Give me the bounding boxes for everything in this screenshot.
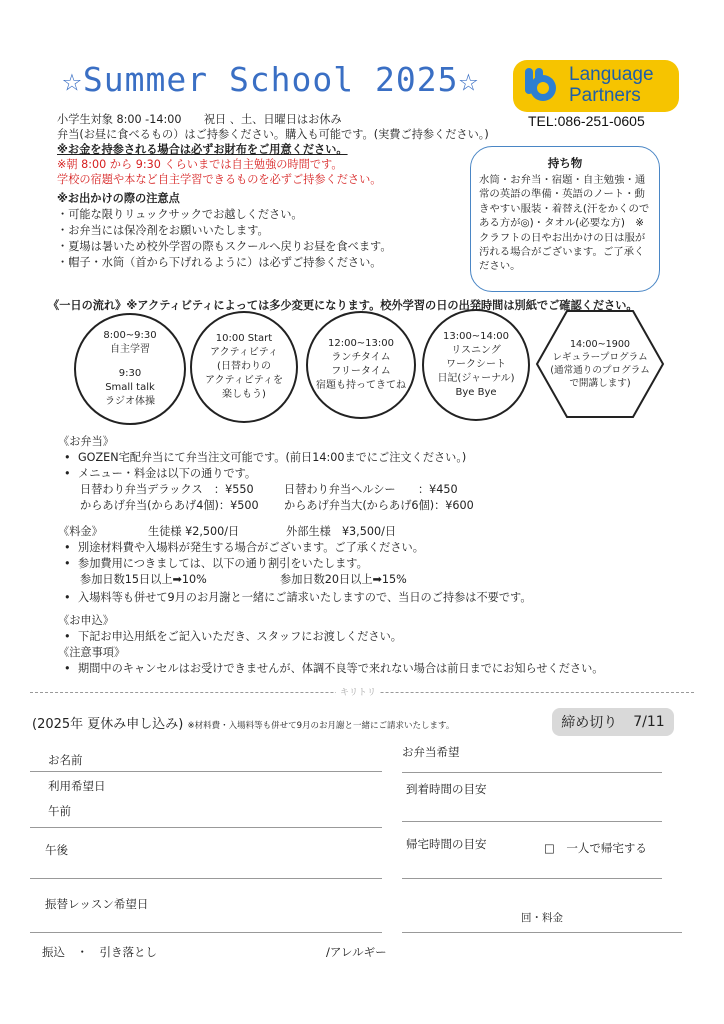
divider bbox=[402, 821, 662, 822]
node-text: 宿題も持ってきてね bbox=[316, 380, 406, 391]
node-text: Bye Bye bbox=[455, 387, 497, 398]
flow-node-3 bbox=[306, 311, 416, 419]
fee-student: 生徒様 ¥2,500/日 bbox=[148, 525, 240, 538]
node-text: ラジオ体操 bbox=[105, 396, 155, 407]
intro-line-10: ・帽子・水筒（首から下げれるように）は必ずご持参ください。 bbox=[57, 256, 382, 269]
count-fee-label: 回・料金 bbox=[521, 912, 563, 924]
flow-node-4 bbox=[422, 309, 530, 421]
fee-external: 外部生様 ¥3,500/日 bbox=[286, 525, 397, 538]
node-text: ランチタイム bbox=[331, 352, 391, 363]
logo bbox=[513, 60, 679, 112]
arrival-label: 到着時間の目安 bbox=[406, 782, 487, 796]
form-title bbox=[32, 713, 454, 732]
node-text: で開講します) bbox=[569, 378, 631, 389]
belongings-title: 持ち物 bbox=[547, 156, 583, 170]
bento-heading: 《お弁当》 bbox=[58, 435, 114, 448]
apply-bullet: • 下記お申込用紙をご記入いただき、スタッフにお渡しください。 bbox=[78, 629, 402, 645]
cut-label: キリトリ bbox=[336, 685, 380, 698]
name-label: お名前 bbox=[48, 753, 83, 767]
return-time-label: 帰宅時間の目安 bbox=[406, 837, 487, 851]
node-text: 楽しもう) bbox=[222, 389, 266, 400]
flow-node-2 bbox=[190, 311, 298, 423]
node-text: 10:00 Start bbox=[215, 333, 273, 344]
belongings-body: 水筒・お弁当・宿題・自主勉強・通常の英語の準備・英語のノート・動きやすい服装・着替え(汗をかくのである方が◎)・タオル(必要な方) ※クラフトの日やお出かけの日は服が汚れる場合がございます。ご了承ください。 bbox=[479, 174, 650, 273]
makeup-lesson-label: 振替レッスン希望日 bbox=[45, 897, 149, 911]
intro-line-3: ※お金を持参される場合は必ずお財布をご用意ください。 bbox=[57, 143, 348, 156]
allergy-label: /アレルギー bbox=[326, 945, 387, 959]
intro-line-2: 弁当(お昼に食べるもの）はご持参ください。購入も可能です。(実費ご持参ください。) bbox=[57, 128, 489, 141]
node-text: アクティビティを bbox=[204, 375, 284, 386]
form-note: ※材料費・入場料等も併せて9月のお月謝と一緒にご請求いたします。 bbox=[187, 721, 455, 731]
node-text: 12:00~13:00 bbox=[327, 338, 394, 349]
form-title-text: (2025年 夏休み申し込み) bbox=[32, 717, 184, 732]
node-text: 9:30 bbox=[118, 368, 142, 379]
divider bbox=[402, 772, 662, 773]
node-text: フリータイム bbox=[331, 366, 391, 377]
divider bbox=[30, 771, 382, 772]
menu-item: からあげ弁当大(からあげ6個)：¥600 bbox=[284, 499, 474, 512]
flow-node-1 bbox=[74, 313, 186, 425]
logo-line1: Language bbox=[569, 64, 654, 85]
menu-item: 日替わり弁当デラックス ：¥550 bbox=[80, 483, 254, 496]
deadline-label: 締め切り bbox=[561, 715, 618, 731]
menu-item: からあげ弁当(からあげ4個)：¥500 bbox=[80, 499, 259, 512]
discount-1: 参加日数15日以上➡10% bbox=[80, 573, 207, 586]
menu-item: 日替わり弁当ヘルシー ：¥450 bbox=[284, 483, 458, 496]
deadline-badge bbox=[552, 708, 674, 736]
afternoon-label: 午後 bbox=[45, 843, 68, 857]
use-date-label: 利用希望日 bbox=[48, 779, 106, 793]
logo-mark-icon bbox=[521, 66, 561, 106]
page-title: ☆Summer School 2025☆ bbox=[62, 60, 480, 99]
intro-line-5: 学校の宿題や本など自主学習できるものを必ずご持参ください。 bbox=[57, 173, 382, 186]
node-text: (通常通りのプログラム bbox=[550, 365, 650, 376]
apply-heading: 《お申込》 bbox=[58, 614, 114, 627]
divider bbox=[30, 932, 382, 933]
node-text: 13:00~14:00 bbox=[442, 331, 509, 342]
node-text: アクティビティ bbox=[209, 347, 279, 358]
node-text: ワークシート bbox=[446, 359, 506, 370]
intro-line-6: ※お出かけの際の注意点 bbox=[57, 192, 180, 205]
node-text: レギュラープログラム bbox=[552, 352, 648, 363]
notes-bullet: • 期間中のキャンセルはお受けできませんが、体調不良等で来れない場合は前日までにお知らせください。 bbox=[78, 661, 603, 677]
logo-line2: Partners bbox=[569, 85, 641, 106]
bento-bullet-1: • GOZEN宅配弁当にて弁当注文可能です。(前日14:00までにご注文ください。) bbox=[78, 450, 466, 466]
notes-heading: 《注意事項》 bbox=[58, 646, 126, 659]
payment-method: 振込 ・ 引き落とし bbox=[42, 945, 157, 959]
intro-line-1: 小学生対象 8:00 -14:00 祝日 、土、日曜日はお休み bbox=[57, 113, 342, 126]
node-text: (日替わりの bbox=[217, 361, 271, 372]
phone-number: TEL:086-251-0605 bbox=[528, 113, 645, 129]
divider bbox=[402, 878, 662, 879]
discount-2: 参加日数20日以上➡15% bbox=[280, 573, 407, 586]
morning-label: 午前 bbox=[48, 804, 71, 818]
intro-line-7: ・可能な限りリュックサックでお越しください。 bbox=[57, 208, 303, 221]
node-text: 自主学習 bbox=[110, 344, 150, 355]
belongings-box bbox=[470, 146, 660, 292]
deadline-date: 7/11 bbox=[633, 714, 665, 730]
node-text: 日記(ジャーナル) bbox=[437, 373, 515, 384]
divider bbox=[30, 878, 382, 879]
flow-node-5 bbox=[535, 309, 665, 419]
fee-bullet-3: • 入場料等も併せて9月のお月謝と一緒にご請求いたしますので、当日のご持参は不要です。 bbox=[78, 590, 532, 606]
fee-bullet-2: • 参加費用につきましては、以下の通り割引をいたします。 bbox=[78, 556, 368, 572]
node-text: Small talk bbox=[105, 382, 155, 393]
intro-line-8: ・お弁当には保冷剤をお願いいたします。 bbox=[57, 224, 269, 237]
node-text: 8:00~9:30 bbox=[103, 330, 157, 341]
fee-heading: 《料金》 bbox=[58, 525, 103, 538]
intro-line-9: ・夏場は暑いため校外学習の際もスクールへ戻りお昼を食べます。 bbox=[57, 240, 392, 253]
intro-line-4: ※朝 8:00 から 9:30 くらいまでは自主勉強の時間です。 bbox=[57, 158, 343, 171]
divider bbox=[30, 827, 382, 828]
node-text: 14:00~1900 bbox=[569, 339, 631, 350]
fee-bullet-1: • 別途材料費や入場料が発生する場合がございます。ご了承ください。 bbox=[78, 540, 424, 556]
logo-text bbox=[569, 64, 654, 106]
bento-wish-label: お弁当希望 bbox=[402, 745, 460, 759]
divider bbox=[402, 932, 682, 933]
go-home-alone-checkbox[interactable]: □ 一人で帰宅する bbox=[544, 841, 647, 855]
node-text: リスニング bbox=[451, 345, 501, 356]
bento-bullet-2: • メニュー・料金は以下の通りです。 bbox=[78, 466, 256, 482]
flow-heading: 《一日の流れ》※アクティビティによっては多少変更になります。校外学習の日の出発時間は別紙でご確認ください。 bbox=[48, 299, 638, 312]
